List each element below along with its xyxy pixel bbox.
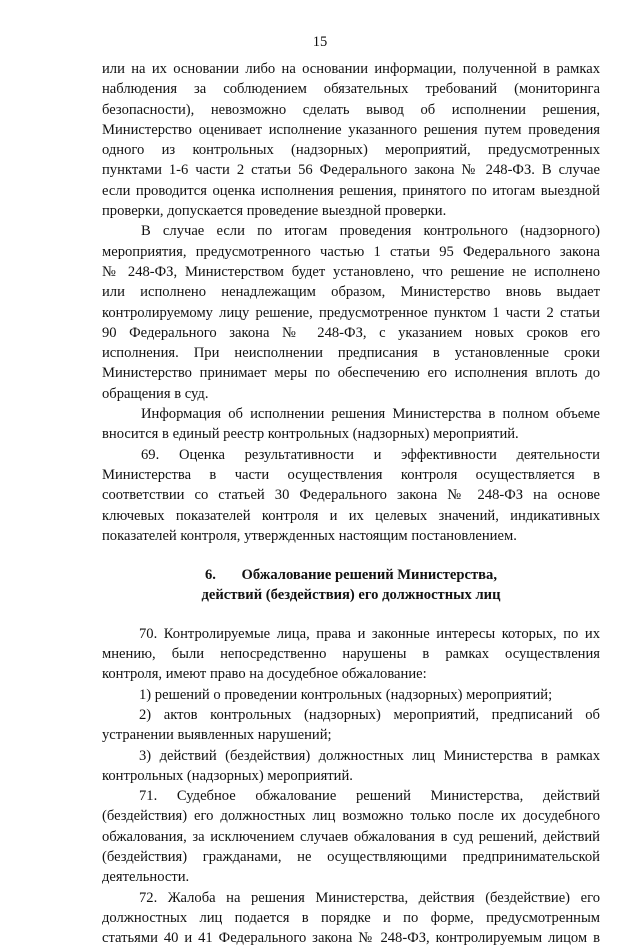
text-line: исполнения. При неисполнении предписания в установленные сроки (102, 345, 600, 362)
section-heading-line-2: действий (бездействия) его должностных лиц (201, 587, 501, 604)
text-line: (бездействия) гражданами, не осуществляющими предпринимательской (102, 848, 600, 865)
text-line: вносится в единый реестр контрольных (надзорных) мероприятий. (102, 426, 519, 443)
paragraphs-section-5 (102, 59, 600, 546)
text-line: или исполнено ненадлежащим образом, Министерство вновь выдает (102, 284, 600, 301)
text-line: № 248-ФЗ, Министерством будет установлено, что решение не исполнено (102, 263, 600, 280)
text-line: Министерство оценивает исполнение указанного решения путем проведения (102, 121, 600, 138)
text-line: обращения в суд. (102, 385, 209, 402)
text-line: соответствии со статьей 30 Федерального закона № 248-ФЗ на основе (102, 487, 600, 504)
text-line: показателей контроля, утвержденных настоящим постановлением. (102, 527, 517, 544)
paragraphs-section-6 (102, 624, 600, 948)
text-line: проверки, допускается проведение выездной проверки. (102, 203, 447, 220)
text-line: контролируемому лицу решение, предусмотренное пунктом 1 части 2 статьи (102, 304, 600, 321)
text-line: или на их основании либо на основании информации, полученной в рамках (102, 61, 600, 77)
text-line: 1) решений о проведении контрольных (надзорных) мероприятий; (139, 686, 553, 703)
document-body (102, 59, 600, 948)
text-line: ключевых показателей контроля и их целевых значений, индикативных (102, 507, 600, 524)
text-line: должностных лиц подается в порядке и по форме, предусмотренным (102, 909, 600, 926)
text-line: 72. Жалоба на решения Министерства, действия (бездействие) его (139, 889, 600, 906)
text-line: 90 Федерального закона № 248-ФЗ, с указанием новых сроков его (102, 324, 600, 341)
text-line: 2) актов контрольных (надзорных) мероприятий, предписаний об (139, 706, 600, 723)
text-line: мнению, были непосредственно нарушены в рамках осуществления (102, 646, 600, 663)
text-line: мероприятия, предусмотренного частью 1 статьи 95 Федерального закона (102, 243, 600, 260)
section-heading-line-1: 6. Обжалование решений Министерства, (205, 567, 497, 584)
text-line: если проводится оценка исполнения решения, принятого по итогам выездной (102, 182, 600, 199)
text-line: деятельности. (102, 869, 190, 886)
text-line: 3) действий (бездействия) должностных лиц Министерства в рамках (139, 747, 600, 764)
page-number: 15 (312, 34, 328, 50)
text-line: контроля, имеют право на досудебное обжалование: (102, 666, 427, 683)
text-line: безопасности), невозможно сделать вывод об исполнении решения, (102, 101, 600, 118)
text-line: (бездействия) его должностных лиц возможно только после их досудебного (102, 808, 600, 825)
text-line: наблюдения за соблюдением обязательных требований (мониторинга (102, 81, 600, 98)
text-line: обжалования, за исключением случаев обжалования в суд решений, действий (102, 828, 600, 845)
text-line: Информация об исполнении решения Министерства в полном объеме (141, 406, 600, 423)
text-line: В случае если по итогам проведения контрольного (надзорного) (141, 223, 600, 240)
text-line: устранении выявленных нарушений; (102, 727, 332, 744)
text-line: 70. Контролируемые лица, права и законные интересы которых, по их (139, 625, 600, 642)
text-line: контрольных (надзорных) мероприятий. (102, 767, 353, 784)
text-line: статьями 40 и 41 Федерального закона № 248-ФЗ, контролируемым лицом в (102, 930, 600, 947)
text-line: одного из контрольных (надзорных) мероприятий, предусмотренных (102, 142, 600, 159)
text-line: 69. Оценка результативности и эффективности деятельности (141, 446, 600, 463)
text-line: 71. Судебное обжалование решений Министерства, действий (139, 788, 600, 805)
text-line: пунктами 1-6 части 2 статьи 56 Федерального закона № 248-ФЗ. В случае (102, 162, 600, 179)
text-line: Министерство принимает меры по обеспечению его исполнения вплоть до (102, 365, 600, 382)
text-line: Министерства в части осуществления контроля осуществляется в (102, 466, 600, 483)
